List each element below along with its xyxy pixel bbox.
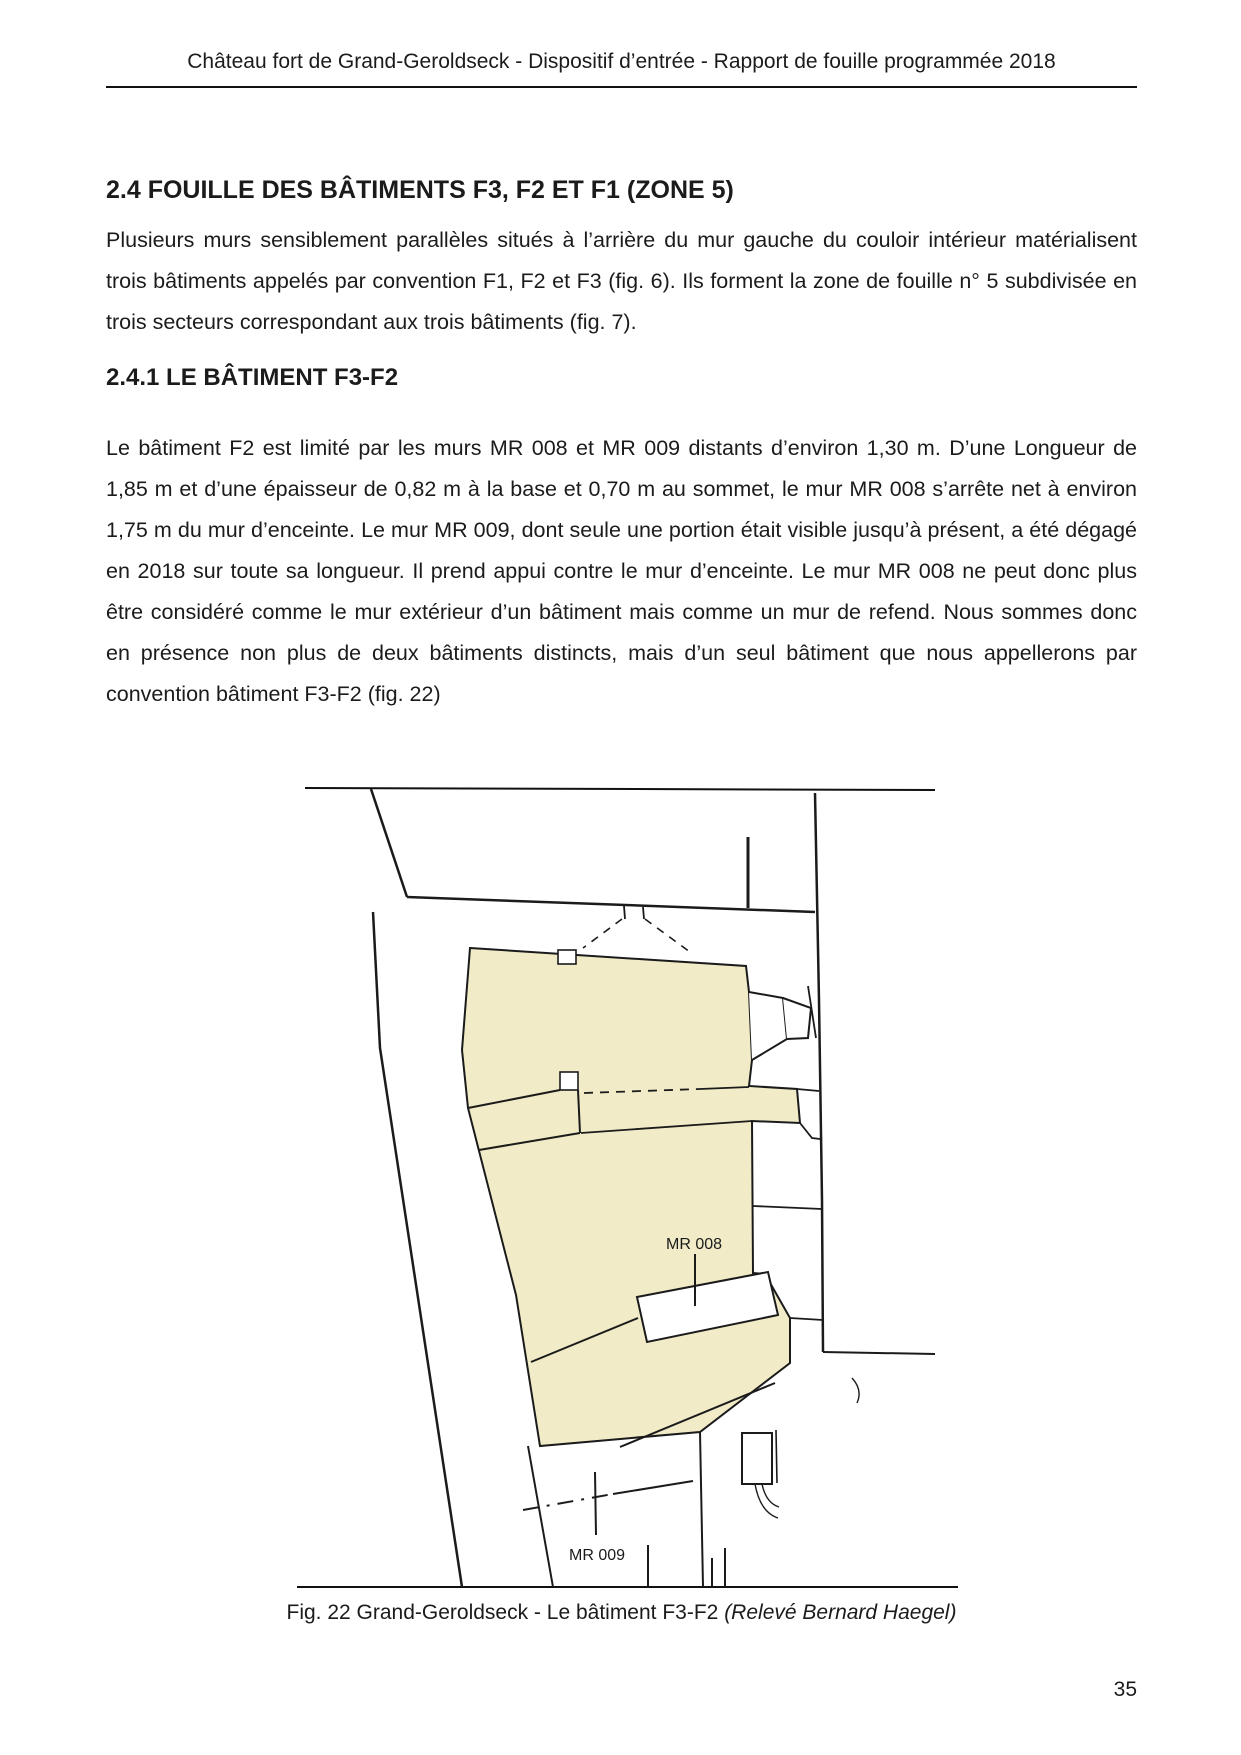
east-wall-return (823, 1352, 935, 1354)
gate-pier-small (783, 998, 811, 1039)
section-paragraph: Plusieurs murs sensiblement parallèles situés à l’arrière du mur gauche du couloir intérieur matérialisent trois bâtiments appelés par convention F1, F2 et F3 (fig. 6). Ils forment la zone de fouille n° 5 subdivisée en trois secteurs correspondant aux trois bâtiments (fig. 7). (106, 228, 1137, 334)
door-jambs (624, 906, 644, 919)
southeast-block-line (776, 1430, 777, 1483)
page-header-title: Château fort de Grand-Geroldseck - Dispositif d’entrée - Rapport de fouille programmée 2018 (187, 50, 1056, 73)
southeast-block (742, 1433, 772, 1484)
figure-caption-text: Fig. 22 Grand-Geroldseck - Le bâtiment F3-F2 (286, 1601, 725, 1624)
figure-caption-credit: (Relevé Bernard Haegel) (724, 1601, 957, 1624)
mr009-axis-solid (613, 1481, 693, 1494)
building-f3f2-highlight (462, 948, 800, 1446)
gate-pier-large (749, 992, 787, 1060)
figure-top-rule (305, 788, 935, 790)
east-enceinte-wall (815, 793, 823, 1352)
figure-plan (290, 780, 965, 1600)
west-enceinte-wall (373, 912, 462, 1587)
stair-arcs (755, 1484, 779, 1518)
subsection-heading: 2.4.1 LE BÂTIMENT F3-F2 (106, 364, 399, 391)
west-wall-upper (371, 789, 407, 897)
plan-drawing (290, 780, 965, 1600)
subsection-paragraph: Le bâtiment F2 est limité par les murs MR 008 et MR 009 distants d’environ 1,30 m. D’une Longueur de 1,85 m et d’une épaisseur de 0,82 m à la base et 0,70 m au sommet, le mur MR 008 s’arrête net à environ 1,75 m du mur d’enceinte. Le mur MR 009, dont seule une portion était visible jusqu’à présent, a été dégagé en 2018 sur toute sa longueur. Il prend appui contre le mur d’enceinte. Le mur MR 008 ne peut donc plus être considéré comme le mur extérieur d’un bâtiment mais comme un mur de refend. Nous sommes donc en présence non plus de deux bâtiments distincts, mais d’un seul bâtiment que nous appellerons par convention bâtiment F3-F2 (fig. 22) (106, 436, 1137, 706)
east-arc (852, 1378, 859, 1403)
mr009-leader-line (595, 1472, 596, 1535)
south-corridor-lines (528, 1432, 725, 1587)
cross-wall-notch (560, 1072, 578, 1090)
door-notch-building (558, 950, 576, 964)
figure-caption (106, 1601, 1137, 1625)
section-heading: 2.4 FOUILLE DES BÂTIMENTS F3, F2 ET F1 (ZONE 5) (106, 176, 734, 204)
mr008-label: MR 008 (665, 1236, 723, 1253)
header-rule (106, 86, 1137, 88)
north-enceinte-wall (407, 897, 815, 912)
mr009-label: MR 009 (568, 1547, 626, 1564)
page-number: 35 (1113, 1678, 1137, 1701)
door-funnel-dashed (583, 919, 690, 952)
